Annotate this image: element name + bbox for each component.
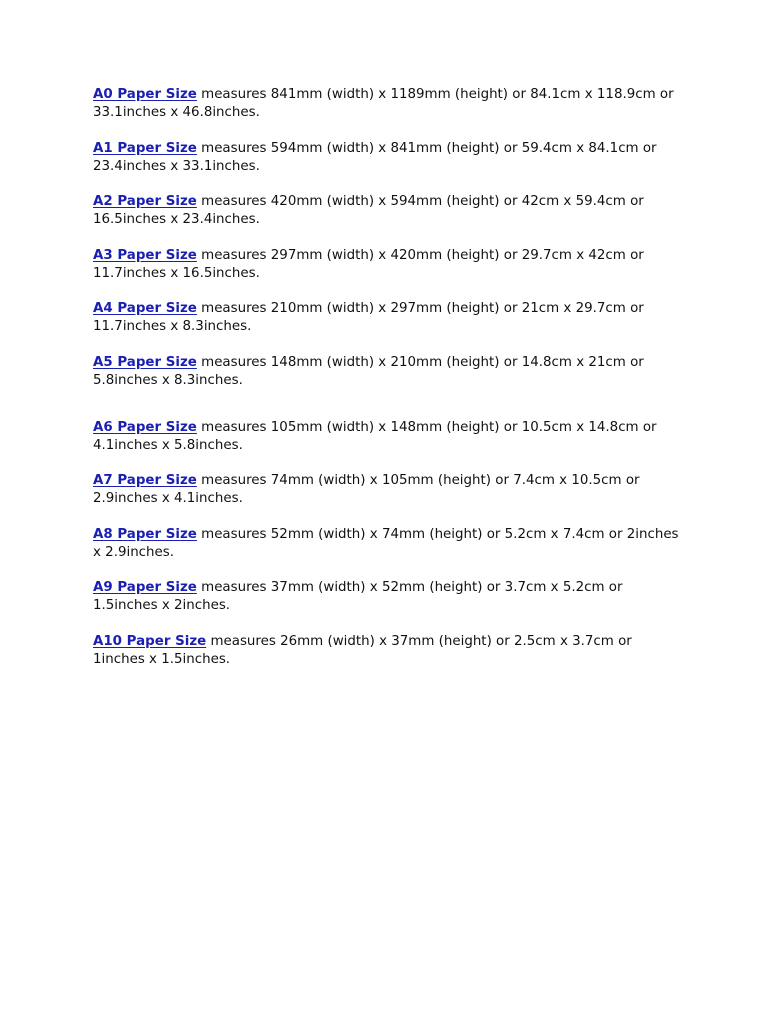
a3-description: measures 297mm (width) x 420mm (height) or 29.7cm x 42cm or 11.7inches x 16.5inches.: [93, 247, 644, 281]
a5-description: measures 148mm (width) x 210mm (height) or 14.8cm x 21cm or 5.8inches x 8.3inches.: [93, 354, 644, 388]
a4-paper-size-link[interactable]: A4 Paper Size: [93, 301, 197, 316]
paper-size-entry-a5: [93, 354, 683, 390]
paper-size-entry-a8: [93, 526, 683, 562]
paper-size-entry-a2: [93, 193, 683, 229]
paper-size-entry-a4: [93, 300, 683, 336]
a7-description: measures 74mm (width) x 105mm (height) or 7.4cm x 10.5cm or 2.9inches x 4.1inches.: [93, 473, 640, 506]
a0-paper-size-link[interactable]: A0 Paper Size: [93, 87, 197, 102]
a6-paper-size-link[interactable]: A6 Paper Size: [93, 419, 197, 435]
a4-description: measures 210mm (width) x 297mm (height) or 21cm x 29.7cm or 11.7inches x 8.3inches.: [93, 301, 644, 334]
a2-description: measures 420mm (width) x 594mm (height) or 42cm x 59.4cm or 16.5inches x 23.4inches.: [93, 194, 644, 227]
a5-paper-size-link[interactable]: A5 Paper Size: [93, 354, 197, 370]
a7-paper-size-link[interactable]: A7 Paper Size: [93, 473, 197, 488]
a2-paper-size-link[interactable]: A2 Paper Size: [93, 194, 197, 209]
paper-size-entry-a3: [93, 247, 683, 283]
paper-size-entry-a1: [93, 140, 683, 176]
paper-size-entry-a0: [93, 86, 683, 122]
a0-description: measures 841mm (width) x 1189mm (height) or 84.1cm x 118.9cm or 33.1inches x 46.8inches.: [93, 87, 674, 120]
a1-description: measures 594mm (width) x 841mm (height) or 59.4cm x 84.1cm or 23.4inches x 33.1inches.: [93, 140, 657, 174]
a9-description: measures 37mm (width) x 52mm (height) or 3.7cm x 5.2cm or 1.5inches x 2inches.: [93, 580, 623, 613]
a10-description: measures 26mm (width) x 37mm (height) or 2.5cm x 3.7cm or 1inches x 1.5inches.: [93, 633, 632, 667]
document-body: [93, 86, 683, 686]
a3-paper-size-link[interactable]: A3 Paper Size: [93, 247, 197, 263]
a8-description: measures 52mm (width) x 74mm (height) or 5.2cm x 7.4cm or 2inches x 2.9inches.: [93, 526, 679, 560]
paper-size-entry-a10: [93, 633, 683, 669]
paper-size-entry-a9: [93, 579, 683, 615]
paper-size-entry-a7: [93, 472, 683, 508]
a1-paper-size-link[interactable]: A1 Paper Size: [93, 140, 197, 156]
a8-paper-size-link[interactable]: A8 Paper Size: [93, 526, 197, 542]
paper-size-entry-a6: [93, 419, 683, 455]
a10-paper-size-link[interactable]: A10 Paper Size: [93, 633, 207, 649]
a9-paper-size-link[interactable]: A9 Paper Size: [93, 580, 197, 595]
a6-description: measures 105mm (width) x 148mm (height) or 10.5cm x 14.8cm or 4.1inches x 5.8inches.: [93, 419, 657, 453]
